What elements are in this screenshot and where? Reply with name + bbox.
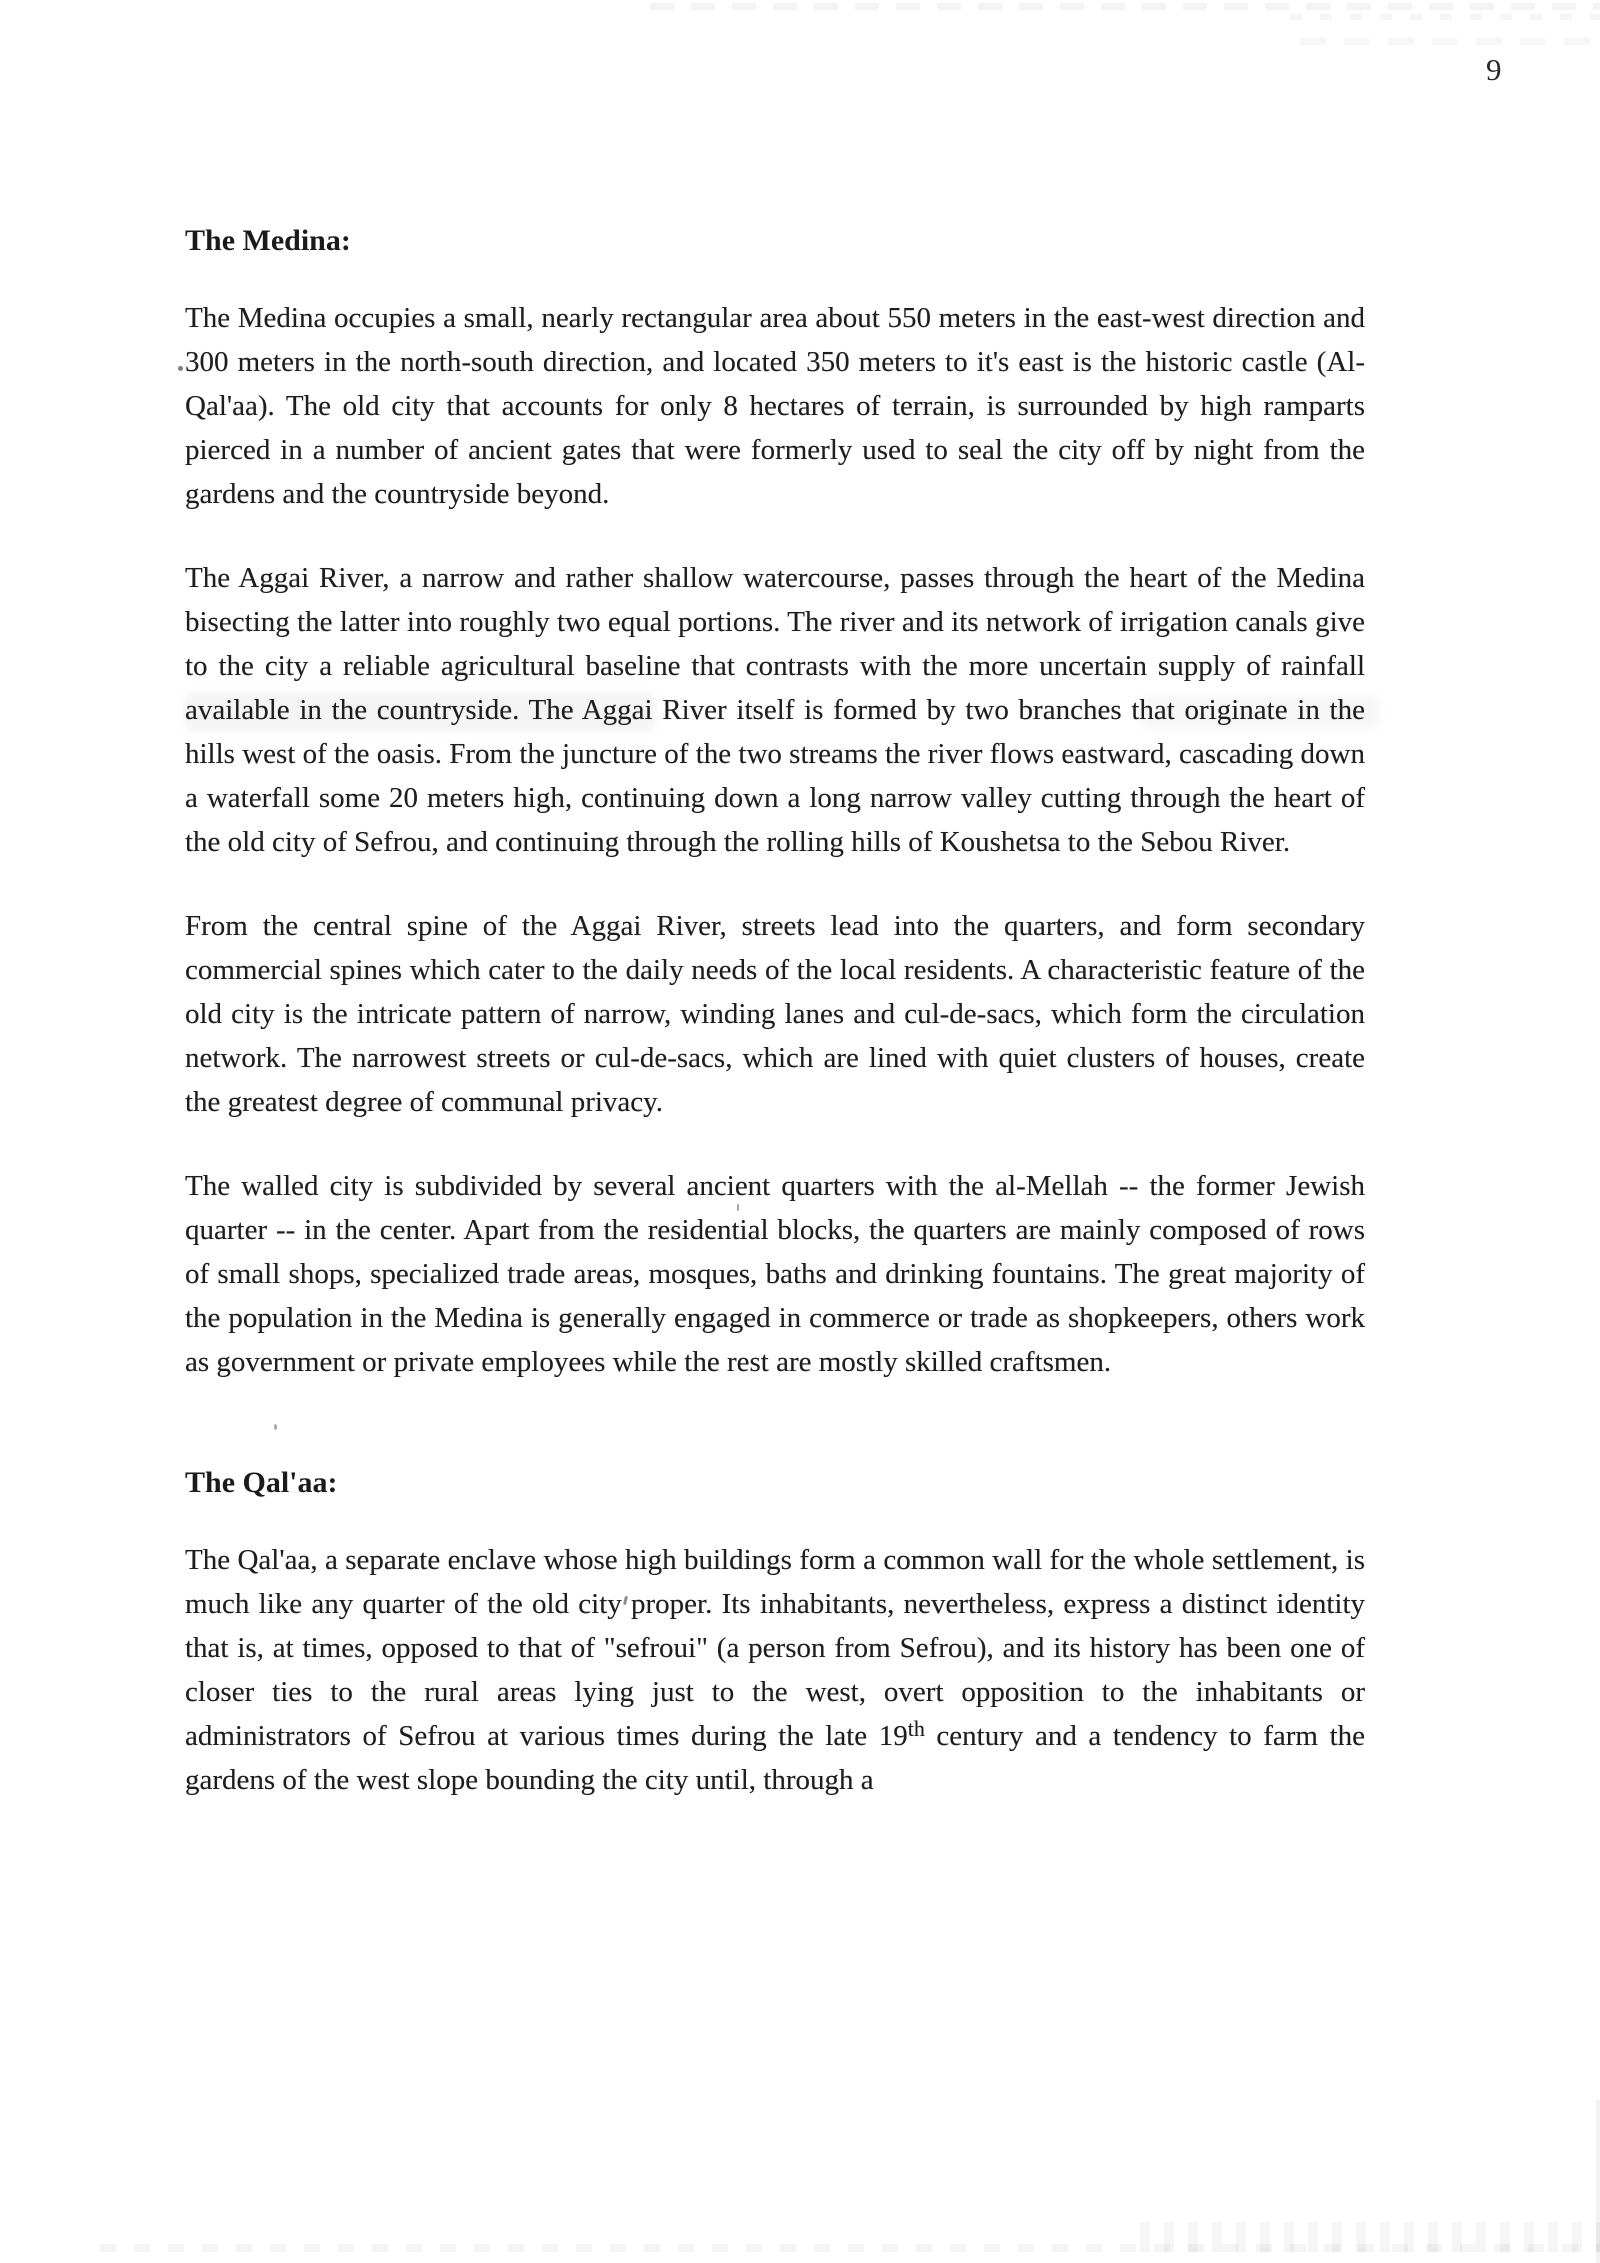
scan-artifact-top bbox=[1300, 38, 1600, 45]
paragraph-medina-1: The Medina occupies a small, nearly rectangular area about 550 meters in the east-west direction and 300 meters in the north-south direction, and located 350 meters to it's east is the historic castle (Al-Qal'aa). The old city that accounts for only 8 hectares of terrain, is surrounded by high ramparts pierced in a number of ancient gates that were formerly used to seal the city off by night from the gardens and the countryside beyond. bbox=[185, 302, 1365, 510]
section-qalaa bbox=[185, 1462, 1365, 1802]
paragraph-text: The Qal'aa, a separate enclave whose high buildings form a common wall for the whole settlement, is much like any quarter of the old city proper. Its inhabitants, nevertheless, express a distinct identity that is, at times, opposed to that of "sefroui" (a person from Sefrou), and its history has been one of closer ties to the rural areas lying just to the west, overt opposition to the inhabitants or administrators of Sefrou at various times during the late 19 bbox=[185, 1544, 1365, 1752]
paragraph-qalaa-1 bbox=[185, 1538, 1365, 1802]
section-heading-medina: The Medina: bbox=[185, 224, 351, 257]
paragraph-medina-2: The Aggai River, a narrow and rather shallow watercourse, passes through the heart of the Medina bisecting the latter into roughly two equal portions. The river and its network of irrigation canals give to the city a reliable agricultural baseline that contrasts with the more uncertain supply of rainfall available in the countryside. The Aggai River itself is formed by two branches that originate in the hills west of the oasis. From the juncture of the two streams the river flows eastward, cascading down a waterfall some 20 meters high, continuing down a long narrow valley cutting through the heart of the old city of Sefrou, and continuing through the rolling hills of Koushetsa to the Sebou River. bbox=[185, 562, 1365, 858]
scan-artifact-top bbox=[1290, 14, 1600, 20]
document-content bbox=[185, 220, 1365, 1802]
superscript-ordinal: th bbox=[907, 1716, 925, 1741]
paragraph-medina-4: The walled city is subdivided by several ancient quarters with the al-Mellah -- the former Jewish quarter -- in the center. Apart from the residential blocks, the quarters are mainly composed of rows of small shops, specialized trade areas, mosques, baths and drinking fountains. The great majority of the population in the Medina is generally engaged in commerce or trade as shopkeepers, others work as government or private employees while the rest are mostly skilled craftsmen. bbox=[185, 1170, 1365, 1378]
paragraph-medina-3: From the central spine of the Aggai River, streets lead into the quarters, and form secondary commercial spines which cater to the daily needs of the local residents. A characteristic feature of the old city is the intricate pattern of narrow, winding lanes and cul-de-sacs, which form the circulation network. The narrowest streets or cul-de-sacs, which are lined with quiet clusters of houses, create the greatest degree of communal privacy. bbox=[185, 910, 1365, 1118]
section-heading-qalaa: The Qal'aa: bbox=[185, 1466, 338, 1499]
scan-speck bbox=[178, 366, 183, 371]
scan-artifact-top bbox=[650, 3, 1600, 10]
page-number: 9 bbox=[1486, 52, 1502, 87]
scan-artifact-bottom bbox=[1140, 2222, 1600, 2252]
scan-artifact-right-edge bbox=[1596, 2100, 1600, 2263]
scan-artifact-bottom bbox=[100, 2244, 1600, 2252]
paragraph-text: century and a tendency to farm the gardens of the west slope bounding the city until, through a bbox=[185, 1720, 1365, 1796]
section-medina bbox=[185, 220, 1365, 1384]
